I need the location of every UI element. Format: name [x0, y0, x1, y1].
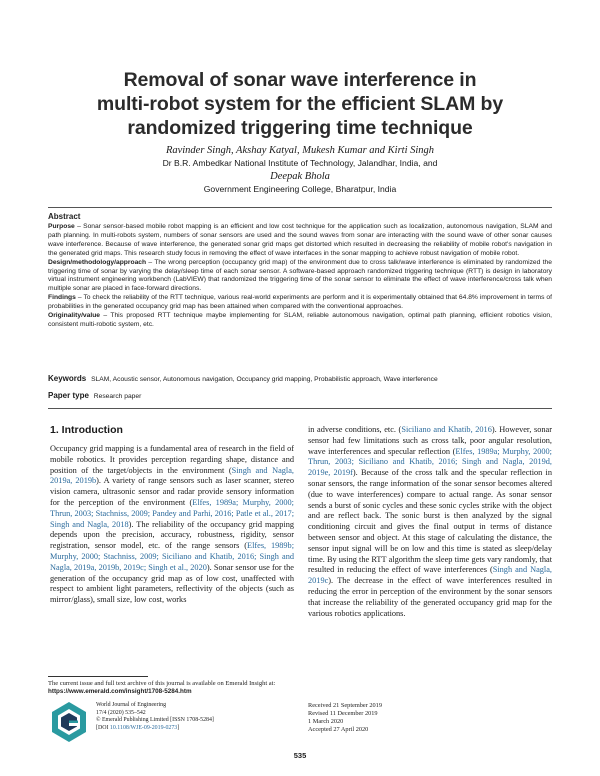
- abstract-findings: [48, 294, 552, 312]
- abstract: [48, 212, 552, 330]
- column-left: [50, 424, 294, 606]
- date-received: Received 21 September 2019: [308, 702, 382, 709]
- keywords-label: Keywords: [48, 374, 87, 383]
- date-accepted: Accepted 27 April 2020: [308, 725, 369, 733]
- abstract-text: – This proposed RTT technique maybe implementing for SLAM, reliable autonomous navigation, optimal path planning, efficient robotics vision, consistent multi-robotic system, etc.: [48, 312, 552, 328]
- body-text: ). The decrease in the effect of wave interferences resulted in reducing the error in perception of the environment by the sonar sensors that increase the reliability of the generated occupancy grid map for the various robotics applications.: [308, 576, 552, 618]
- citation-link[interactable]: Elfes, 1989b; Murphy, 2000; Stachniss, 2009; Siciliano and Khatib, 2016; Singh and Nagla, 2019a, 2019b, 2019c; Singh et al., 2020: [50, 541, 295, 572]
- doi-prefix: [DOI: [96, 724, 110, 731]
- column-right: [308, 425, 552, 619]
- author-name: Deepak Bhola: [270, 171, 330, 182]
- body-text: ). Sonar sensor use for the generation of the occupancy grid map as of low cost, unaffected with respect to ambient light parameters, reflectivity of the objects (such as mirror/glass), small size, low cost, works: [50, 562, 294, 605]
- body-text: in adverse conditions, etc. (: [308, 425, 402, 434]
- body-paragraph: [308, 425, 552, 619]
- section-heading: 1. Introduction: [50, 424, 123, 436]
- citation-link[interactable]: Elfes, 1989a; Murphy, 2000; Thrun, 2003; Stachniss, 2009; Pandey and Parhi, 2016; Patle et al., 2017; Singh and Nagla, 2018: [50, 497, 294, 529]
- citation-link[interactable]: Singh and Nagla, 2019c: [308, 565, 552, 586]
- author-affiliation: Dr B.R. Ambedkar National Institute of Technology, Jalandhar, India, and: [162, 158, 438, 168]
- body-paragraph: [50, 444, 294, 606]
- abstract-text: – Sonar sensor-based mobile robot mapping is an efficient and low cost technique for the application such as localization, autonomous navigation, SLAM and path planning. In multi-robots system, numbers of sonar sensors are used and the sound waves from sonar are interacting with the sound wave of other sonar causes wave interference. Because of wave interference, the generated sonar grid maps get distorted which resulted in decreasing the reliability of mobile robot's navigation in the generated grid maps. This research study focus in removing the effect of wave interfaces in the sonar mapping to achieve robust navigation of mobile robot.: [48, 223, 552, 257]
- abstract-label: Findings: [48, 294, 76, 302]
- paper-type-text: Research paper: [93, 393, 142, 400]
- citation-link[interactable]: Elfes, 1989a; Murphy, 2000; Thrun, 2003; Siciliano and Khatib, 2016; Singh and Nagla, 2019d, 2019e, 2019f: [308, 446, 552, 478]
- journal-doi: [96, 725, 296, 733]
- divider: [48, 207, 552, 208]
- title-line: randomized triggering time technique: [127, 117, 473, 139]
- body-text: ). However, sonar sensor had few limitations such as cross talk, poor angular resolution, wave interferences and specular reflection (: [308, 425, 552, 456]
- abstract-originality: [48, 312, 552, 330]
- title-line: Removal of sonar wave interference in: [123, 69, 477, 91]
- journal-volume: 17/4 (2020) 535–542: [96, 709, 146, 716]
- abstract-purpose: [48, 223, 552, 259]
- journal-name: World Journal of Engineering: [96, 702, 167, 708]
- body-text: ). The reliability of the occupancy grid mapping depends upon the precision, accuracy, robustness, rigidity, sensor registration, sensor model, etc. of the range sensors (: [50, 519, 294, 551]
- author-block: [90, 144, 510, 196]
- abstract-heading: Abstract: [48, 212, 81, 221]
- date-revised-2: 1 March 2020: [308, 717, 344, 725]
- citation-link[interactable]: Singh and Nagla, 2019a, 2019b: [50, 465, 294, 486]
- citation-link[interactable]: Siciliano and Khatib, 2016: [401, 425, 492, 434]
- doi-link[interactable]: 10.1108/WJE-09-2019-0273: [109, 724, 178, 731]
- doi-suffix: ]: [177, 724, 180, 731]
- paper-type-label: Paper type: [48, 391, 89, 400]
- abstract-text: – To check the reliability of the RTT technique, various real-world experiments are perform and it is experimentally obtained that 64.8% improvement in terms of probabilities in the generated occupancy grid map has been attained when compared with the conventional approaches.: [48, 294, 552, 311]
- article-dates: [308, 702, 508, 734]
- author-names: Ravinder Singh, Akshay Katyal, Mukesh Kumar and Kirti Singh: [165, 145, 435, 156]
- body-text: ). Because of the cross talk and the specular reflection in sonar sensors, the range information of the sonar sensor becomes altered (due to wave interferences) compare to actual range. As sonar sensor sends a burst of sonic cycles and these sonic cycles strike with the object and are reflect back. The sonic burst is then analyzed by the signal conditioning circuit and gives the final output in terms of distance between sensor and object. At this stage of calculating the distance, the sensor input signal will be on low and this time is stated as sleep/delay time. By using the RTT algorithm the sleep time gets vary randomly, that resulted in reducing the effect of wave interferences (: [308, 468, 552, 575]
- body-text: Occupancy grid mapping is a fundamental area of research in the field of mobile robotics. It provides perception regarding shape, distance and position of the target/objects in the environment (: [50, 444, 294, 475]
- divider: [48, 408, 552, 409]
- journal-issn: © Emerald Publishing Limited [ISSN 1708-5284]: [96, 717, 214, 724]
- author-affiliation: Government Engineering College, Bharatpur, India: [203, 184, 397, 194]
- keywords-text: SLAM, Acoustic sensor, Autonomous navigation, Occupancy grid mapping, Probabilistic approach, Wave interference: [91, 376, 438, 383]
- footnote-divider: [48, 676, 148, 677]
- body-text: ). A variety of range sensors such as laser scanner, stereo vision camera, ultrasonic sensor and radar provide sensory information for the perception of the environment (: [50, 476, 294, 507]
- date-revised: Revised 11 December 2019: [308, 709, 378, 717]
- paper-type: [48, 391, 552, 401]
- abstract-text: – The wrong perception (occupancy grid map) of the environment due to cross talk/wave interference is eliminated by randomized the triggering time of sonar by varying the delay/sleep time of each sonar sensor. A software-based approach randomized triggering technique (RTT) is design in laboratory virtual instrument engineering workbench (LabVIEW) that randomized the triggering time of the sonar sensor to eliminate the effect of wave interference/cross talk when multiple sonar are placed in face-forward directions.: [48, 258, 552, 293]
- paper-title: [40, 68, 560, 140]
- abstract-label: Design/methodology/approach: [48, 258, 147, 266]
- abstract-label: Purpose: [48, 223, 75, 230]
- abstract-design: [48, 259, 552, 295]
- emerald-logo-icon: [50, 701, 88, 743]
- journal-info: [96, 702, 296, 732]
- footnote: [48, 680, 298, 697]
- keywords: [48, 374, 552, 384]
- footnote-link[interactable]: https://www.emerald.com/insight/1708-5284.htm: [48, 688, 192, 696]
- footnote-text: The current issue and full text archive of this journal is available on Emerald Insight at:: [48, 680, 276, 687]
- title-line: multi-robot system for the efficient SLAM by: [96, 93, 504, 115]
- page-number: 535: [293, 751, 307, 760]
- abstract-label: Originality/value: [48, 312, 101, 320]
